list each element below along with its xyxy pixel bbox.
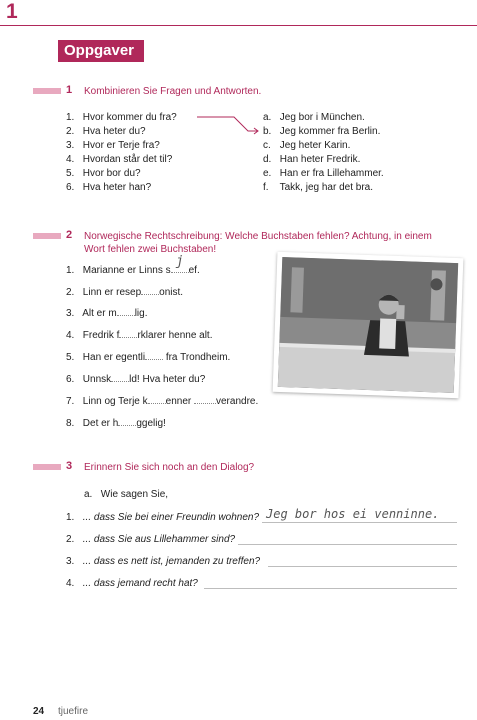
fill-item: 8. Det er h ggelig! xyxy=(66,418,166,429)
fill-item: 1. Marianne er Linns s j ef. xyxy=(66,254,200,276)
fill-item: 3. Alt er m lig. xyxy=(66,308,148,319)
page-number-word: tjuefire xyxy=(58,706,89,717)
answer-item: e. Han er fra Lillehammer. xyxy=(263,168,384,179)
dialog-item: 2. ... dass Sie aus Lillehammer sind? xyxy=(66,534,236,545)
section-title: Oppgaver xyxy=(58,40,144,62)
question-item: 1. Hvor kommer du fra? xyxy=(66,112,177,123)
exercise-3-intro: a. Wie sagen Sie, xyxy=(84,489,169,500)
exercise-1-questions xyxy=(66,111,177,195)
receptionist-photo xyxy=(273,252,464,398)
answer-blank[interactable] xyxy=(119,329,137,338)
exercise-2-number: 2 xyxy=(66,229,73,241)
fill-item: 2. Linn er resep onist. xyxy=(66,287,184,298)
fill-item: 5. Han er egentli fra Trondheim. xyxy=(66,352,231,363)
question-item: 5. Hvor bor du? xyxy=(66,168,141,179)
exercise-3-number: 3 xyxy=(66,460,73,472)
answer-blank[interactable] xyxy=(111,373,129,382)
instruction-line: Wort fehlen zwei Buchstaben! xyxy=(84,244,217,255)
chapter-number: 1 xyxy=(6,0,18,23)
page-number: 24 xyxy=(33,706,45,717)
answer-line[interactable] xyxy=(204,587,457,589)
answer-item: a. Jeg bor i München. xyxy=(263,112,365,123)
fill-item: 4. Fredrik f rklarer henne alt. xyxy=(66,330,213,341)
answer-blank[interactable]: j xyxy=(171,264,189,273)
question-item: 4. Hvordan står det til? xyxy=(66,154,173,165)
fill-item: 6. Unnsk ld! Hva heter du? xyxy=(66,374,206,385)
top-rule xyxy=(0,25,477,26)
answer-blank[interactable] xyxy=(194,395,216,404)
answer-item: d. Han heter Fredrik. xyxy=(263,154,361,165)
answer-line[interactable] xyxy=(262,521,457,523)
receptionist-image xyxy=(278,257,458,393)
answer-blank[interactable] xyxy=(117,307,135,316)
exercise-1-bar xyxy=(33,88,61,94)
answer-item: b. Jeg kommer fra Berlin. xyxy=(263,126,381,137)
dialog-item: 4. ... dass jemand recht hat? xyxy=(66,578,198,589)
exercise-3-instruction: Erinnern Sie sich noch an den Dialog? xyxy=(84,462,255,473)
exercise-3-bar xyxy=(33,464,61,470)
exercise-1-answers xyxy=(263,111,384,195)
question-item: 3. Hvor er Terje fra? xyxy=(66,140,160,151)
answer-item: c. Jeg heter Karin. xyxy=(263,140,351,151)
exercise-2-instruction xyxy=(84,230,432,256)
dialog-item: 3. ... dass es nett ist, jemanden zu treffen? xyxy=(66,556,261,567)
answer-blank[interactable] xyxy=(141,286,159,295)
question-item: 2. Hva heter du? xyxy=(66,126,146,137)
instruction-line: Norwegische Rechtschreibung: Welche Buchstaben fehlen? Achtung, in einem xyxy=(84,231,432,242)
fill-item: 7. Linn og Terje k enner verandre. xyxy=(66,396,259,407)
dialog-item: 1. ... dass Sie bei einer Freundin wohnen? xyxy=(66,512,260,523)
answer-item: f. Takk, jeg har det bra. xyxy=(263,182,373,193)
question-item: 6. Hva heter han? xyxy=(66,182,152,193)
answer-blank[interactable] xyxy=(145,351,163,360)
exercise-1-instruction: Kombinieren Sie Fragen und Antworten. xyxy=(84,86,262,97)
answer-blank[interactable] xyxy=(148,395,166,404)
exercise-2-bar xyxy=(33,233,61,239)
answer-blank[interactable] xyxy=(118,417,136,426)
match-arrow-icon xyxy=(196,113,262,135)
answer-line[interactable] xyxy=(238,543,457,545)
handwritten-answer: Jeg bor hos ei venninne. xyxy=(266,507,440,521)
answer-line[interactable] xyxy=(268,565,457,567)
exercise-1-number: 1 xyxy=(66,84,73,96)
